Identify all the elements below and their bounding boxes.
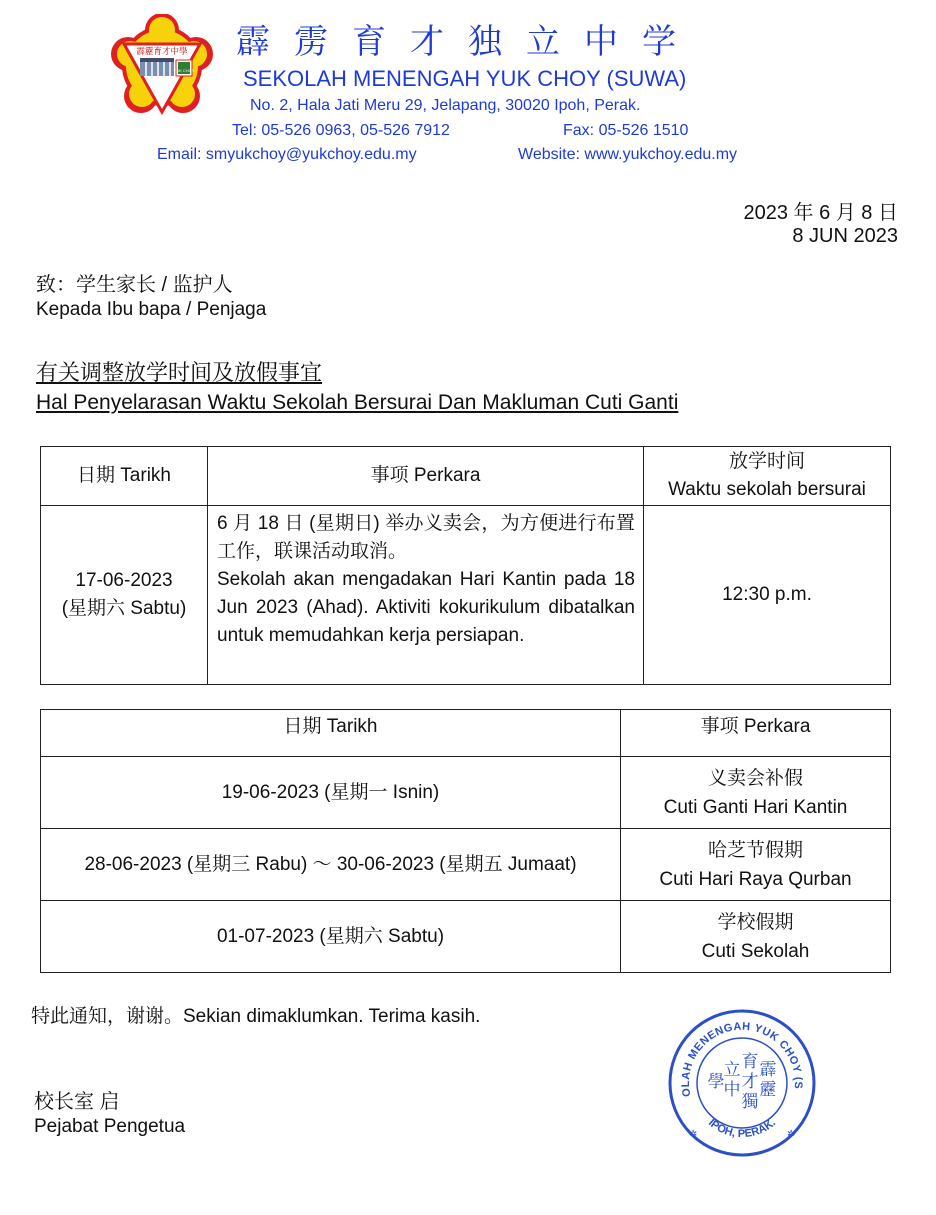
addressee-malay: Kepada Ibu bapa / Penjaga (36, 299, 267, 320)
table-row (41, 829, 891, 901)
row-matter-chinese: 6 月 18 日 (星期日) 举办义卖会，为方便进行布置工作，联课活动取消。 (217, 513, 635, 562)
holiday-matter-malay: Cuti Sekolah (701, 940, 810, 962)
holiday-matter-chinese: 学校假期 (717, 911, 794, 933)
header-time-chinese: 放学时间 (728, 451, 805, 472)
official-seal-icon (666, 1007, 818, 1159)
svg-text:✲: ✲ (689, 1129, 698, 1140)
svg-text:IPOH, PERAK. (706, 1117, 778, 1140)
svg-text:靂: 靂 (759, 1080, 777, 1100)
stamp-ring-text: OLAH MENENGAH YUK CHOY (S (679, 1020, 805, 1098)
school-website: Website: www.yukchoy.edu.my (518, 146, 738, 163)
row-matter-cell (208, 506, 644, 685)
svg-text:✲: ✲ (787, 1129, 796, 1140)
table-row (41, 757, 891, 829)
holiday-date: 01-07-2023 (星期六 Sabtu) (41, 901, 621, 973)
row-date: 17-06-2023 (75, 570, 173, 591)
row-date-cell (41, 506, 208, 685)
holiday-matter-chinese: 义卖会补假 (707, 767, 803, 789)
header-dismissal-time (644, 447, 891, 506)
holiday-matter-malay: Cuti Ganti Hari Kantin (663, 796, 848, 818)
holiday-date: 28-06-2023 (星期三 Rabu) ～ 30-06-2023 (星期五 Jumaat) (41, 829, 621, 901)
row-matter-malay: Sekolah akan mengadakan Hari Kantin pada 18 Jun 2023 (Ahad). Aktiviti kokurikulum dibatalkan untuk memudahkan kerja persiapan. (217, 569, 635, 646)
svg-text:霹: 霹 (759, 1060, 777, 1080)
holiday-matter (621, 757, 891, 829)
letter-date-english: 8 JUN 2023 (792, 225, 898, 247)
letter-date-chinese: 2023 年 6 月 8 日 (743, 202, 898, 224)
svg-text:立: 立 (723, 1060, 741, 1080)
table-row (41, 901, 891, 973)
svg-text:才: 才 (741, 1072, 759, 1092)
school-telephone: Tel: 05-526 0963, 05-526 7912 (232, 122, 450, 139)
svg-text:中: 中 (723, 1080, 741, 1100)
plum-blossom-logo-icon (111, 14, 213, 113)
closing-remark: 特此通知，谢谢。Sekian dimaklumkan. Terima kasih. (31, 1006, 481, 1027)
row-dismissal-time: 12:30 p.m. (644, 506, 891, 685)
holiday-matter (621, 829, 891, 901)
signature-chinese: 校长室 启 (34, 1091, 120, 1113)
school-fax: Fax: 05-526 1510 (563, 122, 689, 139)
addressee-chinese: 致：学生家长 / 监护人 (36, 274, 233, 296)
svg-text:學: 學 (707, 1072, 725, 1092)
table-header-row (41, 710, 891, 757)
school-email: Email: smyukchoy@yukchoy.edu.my (157, 146, 417, 163)
subject-chinese: 有关调整放学时间及放假事宜 (36, 361, 323, 386)
school-logo (110, 14, 214, 118)
school-name-chinese: 霹雳育才独立中学 (236, 22, 700, 62)
svg-text:育: 育 (741, 1052, 759, 1072)
header-date: 日期 Tarikh (41, 447, 208, 506)
subject-malay: Hal Penyelarasan Waktu Sekolah Bersurai Dan Makluman Cuti Ganti (36, 391, 679, 414)
header-matter: 事项 Perkara (621, 710, 891, 757)
school-stamp (666, 1007, 818, 1159)
school-name-malay: SEKOLAH MENENGAH YUK CHOY (SUWA) (243, 66, 687, 91)
signature-malay: Pejabat Pengetua (34, 1116, 186, 1137)
header-matter: 事项 Perkara (208, 447, 644, 506)
table-header-row (41, 447, 891, 506)
row-day: (星期六 Sabtu) (61, 598, 187, 619)
header-time-malay: Waktu sekolah bersurai (668, 479, 866, 500)
logo-text: 霹靂育才中學 (136, 47, 188, 57)
svg-text:獨: 獨 (741, 1092, 759, 1112)
table-row (41, 506, 891, 685)
holiday-date: 19-06-2023 (星期一 Isnin) (41, 757, 621, 829)
logo-sub: YUK CHOY (173, 68, 195, 73)
holiday-matter-malay: Cuti Hari Raya Qurban (659, 868, 852, 890)
holiday-matter (621, 901, 891, 973)
holiday-table (40, 709, 891, 973)
holiday-matter-chinese: 哈芝节假期 (707, 839, 803, 861)
dismissal-time-table (40, 446, 891, 685)
stamp-bottom-text: IPOH, PERAK. (705, 1116, 779, 1141)
header-date: 日期 Tarikh (41, 710, 621, 757)
school-address: No. 2, Hala Jati Meru 29, Jelapang, 30020 Ipoh, Perak. (250, 97, 641, 114)
